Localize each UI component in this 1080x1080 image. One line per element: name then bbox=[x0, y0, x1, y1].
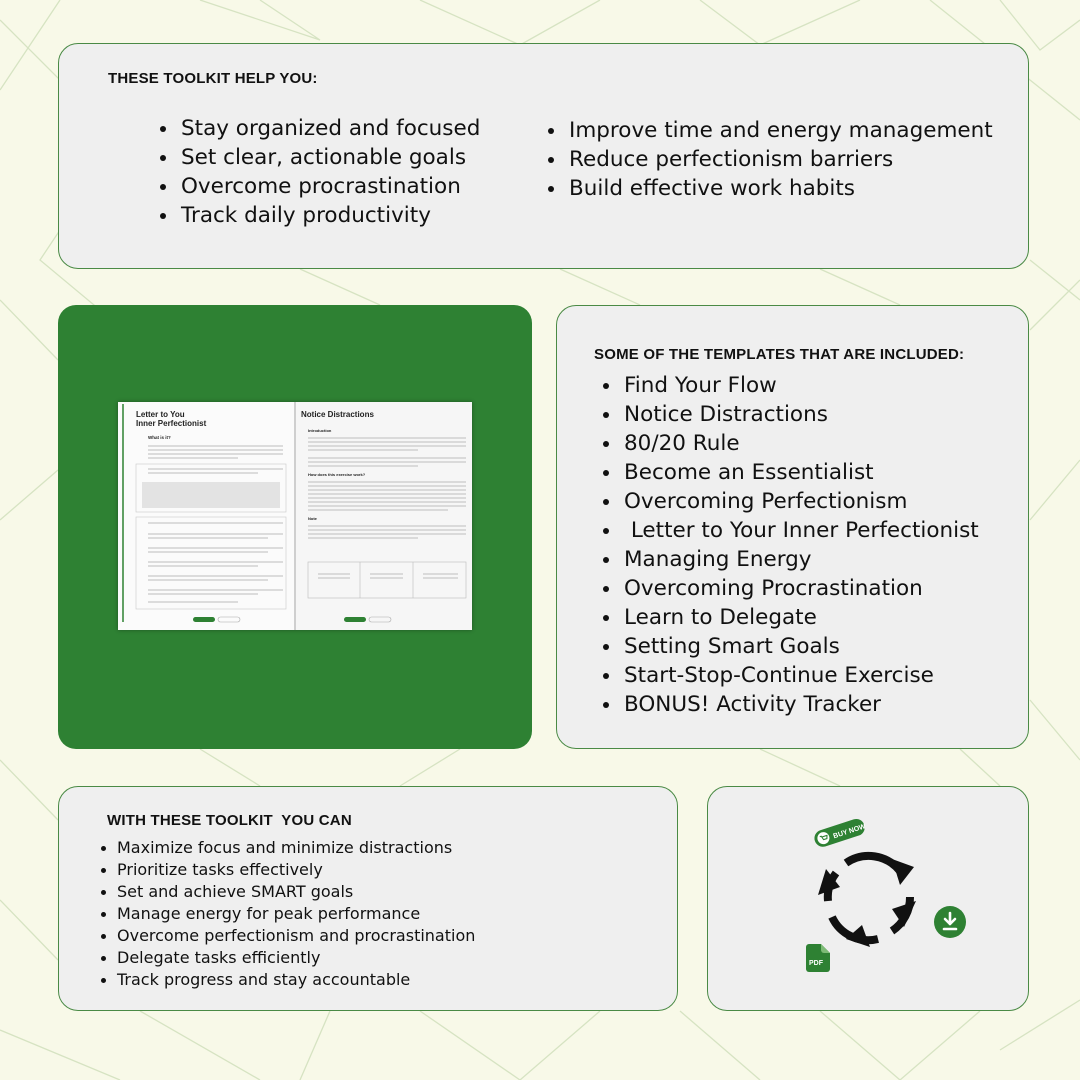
list-item: Become an Essentialist bbox=[624, 458, 979, 487]
right-page-section-note: Note bbox=[308, 516, 317, 521]
list-item: Start-Stop-Continue Exercise bbox=[624, 661, 979, 690]
benefits-heading: THESE TOOLKIT HELP YOU: bbox=[108, 70, 318, 87]
pdf-file-icon[interactable] bbox=[806, 944, 830, 972]
templates-list bbox=[624, 371, 979, 719]
list-item: Track progress and stay accountable bbox=[117, 969, 475, 991]
left-page-title-line1: Letter to You bbox=[136, 410, 185, 419]
list-item: Find Your Flow bbox=[624, 371, 979, 400]
templates-card bbox=[556, 305, 1029, 749]
list-item: Build effective work habits bbox=[569, 174, 993, 203]
left-page-section: What is it? bbox=[148, 435, 171, 440]
book-preview-panel bbox=[58, 305, 532, 749]
right-page-section-intro: Introduction bbox=[308, 428, 332, 433]
right-page-title: Notice Distractions bbox=[301, 410, 374, 419]
list-item: Manage energy for peak performance bbox=[117, 903, 475, 925]
list-item: Overcome perfectionism and procrastination bbox=[117, 926, 476, 945]
open-book-illustration bbox=[118, 402, 472, 630]
list-item: Overcome procrastination bbox=[181, 172, 480, 201]
list-item: Overcoming Procrastination bbox=[624, 574, 979, 603]
list-item: Reduce perfectionism barriers bbox=[569, 145, 993, 174]
benefits-list-right bbox=[569, 116, 993, 203]
templates-heading: SOME OF THE TEMPLATES THAT ARE INCLUDED: bbox=[594, 346, 965, 363]
list-item: Setting Smart Goals bbox=[624, 632, 979, 661]
buy-now-label: BUY NOW bbox=[832, 823, 867, 841]
download-icon[interactable] bbox=[934, 906, 966, 938]
list-item: Set and achieve SMART goals bbox=[117, 881, 475, 903]
outcomes-heading: WITH THESE TOOLKIT YOU CAN bbox=[107, 812, 352, 829]
purchase-card bbox=[707, 786, 1029, 1011]
list-item: Prioritize tasks effectively bbox=[117, 859, 475, 881]
list-item: Stay organized and focused bbox=[181, 116, 481, 141]
left-page-title-line2: Inner Perfectionist bbox=[136, 419, 207, 428]
list-item: BONUS! Activity Tracker bbox=[624, 690, 979, 719]
list-item: Improve time and energy management bbox=[569, 118, 993, 143]
list-item: Delegate tasks efficiently bbox=[117, 947, 475, 969]
toolkit-benefits-card bbox=[58, 43, 1029, 269]
list-item: 80/20 Rule bbox=[624, 429, 979, 458]
list-item: Set clear, actionable goals bbox=[181, 143, 480, 172]
buy-now-button[interactable] bbox=[814, 821, 868, 841]
list-item: Notice Distractions bbox=[624, 400, 979, 429]
list-item: Overcoming Perfectionism bbox=[624, 487, 979, 516]
benefits-list-left bbox=[181, 114, 480, 230]
list-item: Learn to Delegate bbox=[624, 603, 979, 632]
pdf-label: PDF bbox=[809, 960, 823, 967]
list-item: Track daily productivity bbox=[181, 201, 480, 230]
outcomes-list bbox=[117, 837, 475, 991]
toolkit-outcomes-card bbox=[58, 786, 678, 1011]
list-item: Maximize focus and minimize distractions bbox=[117, 837, 475, 859]
right-page-section-how: How does this exercise work? bbox=[308, 472, 366, 477]
list-item: Managing Energy bbox=[624, 545, 979, 574]
book-preview-image bbox=[118, 402, 472, 630]
refresh-cycle-icon bbox=[816, 847, 922, 947]
list-item: Letter to Your Inner Perfectionist bbox=[624, 518, 979, 543]
